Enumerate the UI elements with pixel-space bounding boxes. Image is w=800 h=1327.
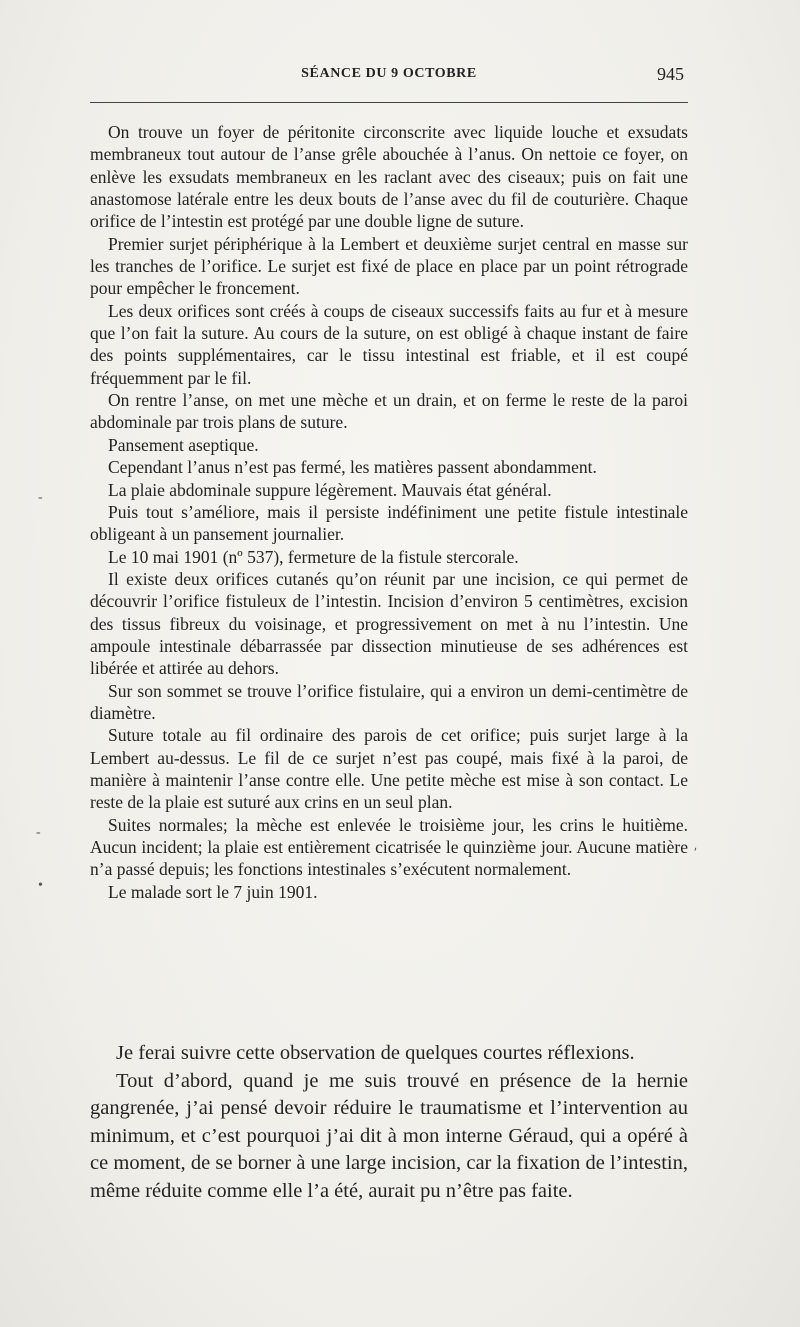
paragraph: Je ferai suivre cette observation de quelques courtes réflexions. [116,1042,635,1064]
paragraph: Les deux orifices sont créés à coups de ciseaux successifs faits au fur et à mesure que l’on fait la suture. Au cours de la suture, on est obligé à chaque instant de faire des points supplémentaires, car le tissu intestinal est friable, et il est coupé fréquemment par le fil. [90,300,688,388]
paragraph: Suture totale au fil ordinaire des parois de cet orifice; puis surjet large à la Lembert au-dessus. Le fil de ce surjet n’est pas coupé, mais fixé à la paroi, de manière à maintenir l’anse contre elle. Une petite mèche est mise à son contact. Le reste de la plaie est suturé aux crins en un seul plan. [90,725,688,813]
margin-mark: • [38,878,43,893]
paragraph: On rentre l’anse, on met une mèche et un drain, et on ferme le reste de la paroi abdominale par trois plans de suture. [90,390,688,433]
paragraph: Premier surjet périphérique à la Lembert et deuxième surjet central en masse sur les tranches de l’orifice. Le surjet est fixé de place en place par un point rétrograde pour empêcher le froncement. [90,233,688,299]
margin-mark: - [36,825,41,840]
margin-mark: - [38,490,43,505]
page-number: 945 [657,64,684,84]
commentary-text [90,1040,688,1206]
paragraph: Pansement aseptique. [108,434,259,455]
paragraph: Cependant l’anus n’est pas fermé, les matières passent abondamment. [108,457,597,478]
paragraph: Tout d’abord, quand je me suis trouvé en présence de la hernie gangrenée, j’ai pensé devoir réduire le traumatisme et l’intervention au minimum, et c’est pourquoi j’ai dit à mon interne Géraud, qui a opéré à ce moment, de se borner à une large incision, car la fixation de l’intestin, même réduite comme elle l’a été, aurait pu n’être pas faite. [90,1069,688,1202]
case-report-text [90,121,688,903]
margin-mark: ʹ [694,846,698,861]
paragraph: Suites normales; la mèche est enlevée le troisième jour, les crins le huitième. Aucun incident; la plaie est entièrement cicatrisée le quinzième jour. Aucune matière n’a passé depuis; les fonctions intestinales s’exécutent normalement. [90,814,688,880]
paragraph: Il existe deux orifices cutanés qu’on réunit par une incision, ce qui permet de découvrir l’orifice fistuleux de l’intestin. Incision d’environ 5 centimètres, excision des tissus fibreux du voisinage, et progressivement on met à nu l’intestin. Une ampoule intestinale débarrassée par dissection minutieuse de ses adhérences est libérée et attirée au dehors. [90,568,688,679]
paragraph: Le 10 mai 1901 (nº 537), fermeture de la fistule stercorale. [108,546,519,567]
paragraph: La plaie abdominale suppure légèrement. Mauvais état général. [108,479,552,500]
paragraph: On trouve un foyer de péritonite circonscrite avec liquide louche et exsudats membraneux tout autour de l’anse grêle abouchée à l’anus. On nettoie ce foyer, on enlève les exsudats membraneux en les raclant avec des ciseaux; puis on fait une anastomose latérale entre les deux bouts de l’anse avec du fil de couturière. Chaque orifice de l’intestin est protégé par une double ligne de suture. [90,122,688,232]
paragraph: Sur son sommet se trouve l’orifice fistulaire, qui a environ un demi-centimètre de diamètre. [90,680,688,723]
paragraph: Le malade sort le 7 juin 1901. [108,881,318,902]
running-title: SÉANCE DU 9 OCTOBRE [301,66,477,81]
header-rule [90,102,688,103]
paragraph: Puis tout s’améliore, mais il persiste indéfiniment une petite fistule intestinale obligeant à un pansement journalier. [90,501,688,545]
page-header [90,66,688,90]
